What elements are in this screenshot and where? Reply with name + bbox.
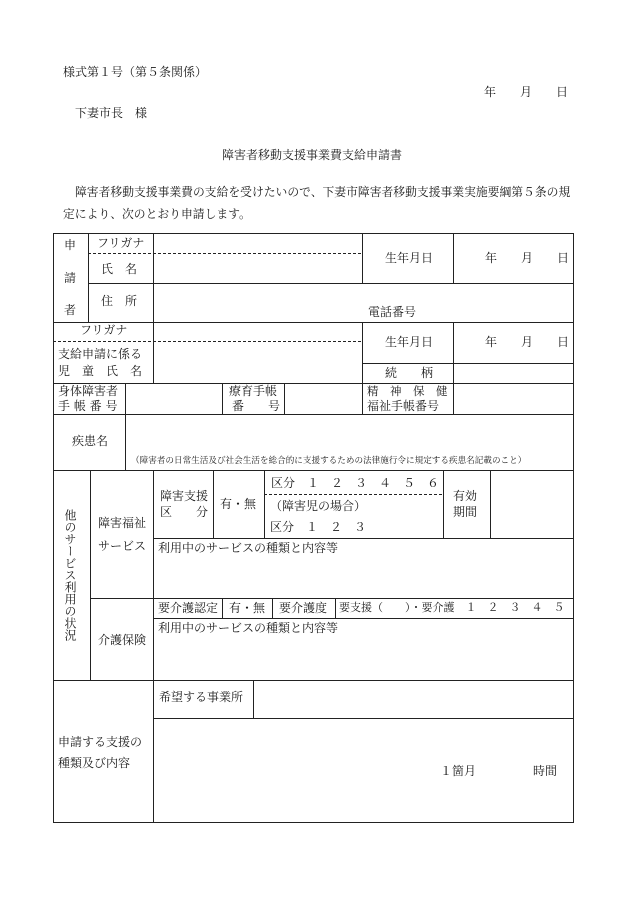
- applicant-birthdate-value: 年 月 日: [485, 251, 570, 265]
- care-level-options: 要支援（ ）・要介護 １ ２ ３ ４ ５: [339, 601, 565, 614]
- hours-label: 時間: [533, 764, 558, 778]
- child-relationship-label: 続 柄: [385, 366, 434, 380]
- child-name-label-line-1: 支給申請に係る: [58, 347, 143, 361]
- support-class-options: 区分 １ ２ ３ ４ ５ ６: [271, 476, 440, 490]
- applicant-section-label-char: 請: [64, 271, 77, 285]
- disease-note: （障害者の日常生活及び社会生活を総合的に支援するための法律施行令に規定する疾患名記載のこと）: [131, 456, 527, 466]
- form-number: 様式第１号（第５条関係）: [63, 65, 208, 79]
- desired-provider-label: 希望する事業所: [159, 690, 244, 704]
- mental-handbook-label-line-2: 福祉手帳番号: [367, 399, 440, 413]
- child-name-label-line-2: 児 童 氏 名: [58, 364, 143, 378]
- physical-handbook-label-line-1: 身体障害者: [58, 384, 119, 398]
- care-insurance-label: 介護保険: [98, 633, 147, 647]
- applicant-address-label: 住 所: [101, 294, 138, 308]
- support-class-label-line-2: 区 分: [160, 505, 209, 519]
- applicant-section-label-char: 申: [64, 238, 77, 252]
- applicant-furigana-label: フリガナ: [97, 236, 145, 250]
- mental-handbook-label-line-1: 精 神 保 健: [367, 384, 448, 398]
- applicant-section-label-char: 者: [64, 303, 77, 317]
- applicant-phone-label: 電話番号: [368, 305, 417, 319]
- applicant-name-label: 氏 名: [101, 262, 138, 276]
- disease-label: 疾患名: [72, 434, 109, 448]
- addressee: 下妻市長 様: [75, 106, 148, 120]
- valid-period-label-line-2: 期間: [453, 505, 478, 519]
- child-birthdate-label: 生年月日: [385, 335, 434, 349]
- ryoiku-handbook-label-line-1: 療育手帳: [229, 384, 278, 398]
- applicant-birthdate-label: 生年月日: [385, 251, 434, 265]
- child-furigana-label: フリガナ: [80, 323, 128, 337]
- child-birthdate-value: 年 月 日: [485, 335, 570, 349]
- care-certification-label: 要介護認定: [158, 601, 219, 615]
- child-case-label: （障害児の場合）: [270, 499, 367, 513]
- valid-period-label-line-1: 有効: [453, 489, 478, 503]
- submission-date: 年 月 日: [484, 85, 569, 99]
- child-class-options: 区分 １ ２ ３: [270, 520, 367, 534]
- welfare-label-line-1: 障害福祉: [98, 516, 147, 530]
- intro-line-1: 障害者移動支援事業費の支給を受けたいので、下妻市障害者移動支援事業実施要綱第５条の規: [75, 185, 571, 199]
- welfare-label-line-2: サービス: [98, 539, 147, 553]
- physical-handbook-label-line-2: 手 帳 番 号: [58, 399, 118, 413]
- care-level-label: 要介護度: [279, 601, 328, 615]
- welfare-services-in-use-label: 利用中のサービスの種類と内容等: [158, 541, 339, 555]
- support-class-label-line-1: 障害支援: [160, 489, 209, 503]
- welfare-yes-no: 有・無: [220, 497, 257, 511]
- other-services-section-label: 他のサービス利用の状況: [63, 509, 77, 641]
- ryoiku-handbook-label-line-2: 番 号: [232, 399, 281, 413]
- care-yes-no: 有・無: [229, 601, 266, 615]
- intro-line-2: 定により、次のとおり申請します。: [63, 207, 251, 221]
- request-label-line-2: 種類及び内容: [58, 756, 131, 770]
- care-services-in-use-label: 利用中のサービスの種類と内容等: [158, 621, 339, 635]
- request-label-line-1: 申請する支援の: [58, 735, 143, 749]
- per-month-label: １箇月: [440, 764, 477, 778]
- form-title: 障害者移動支援事業費支給申請書: [222, 148, 403, 162]
